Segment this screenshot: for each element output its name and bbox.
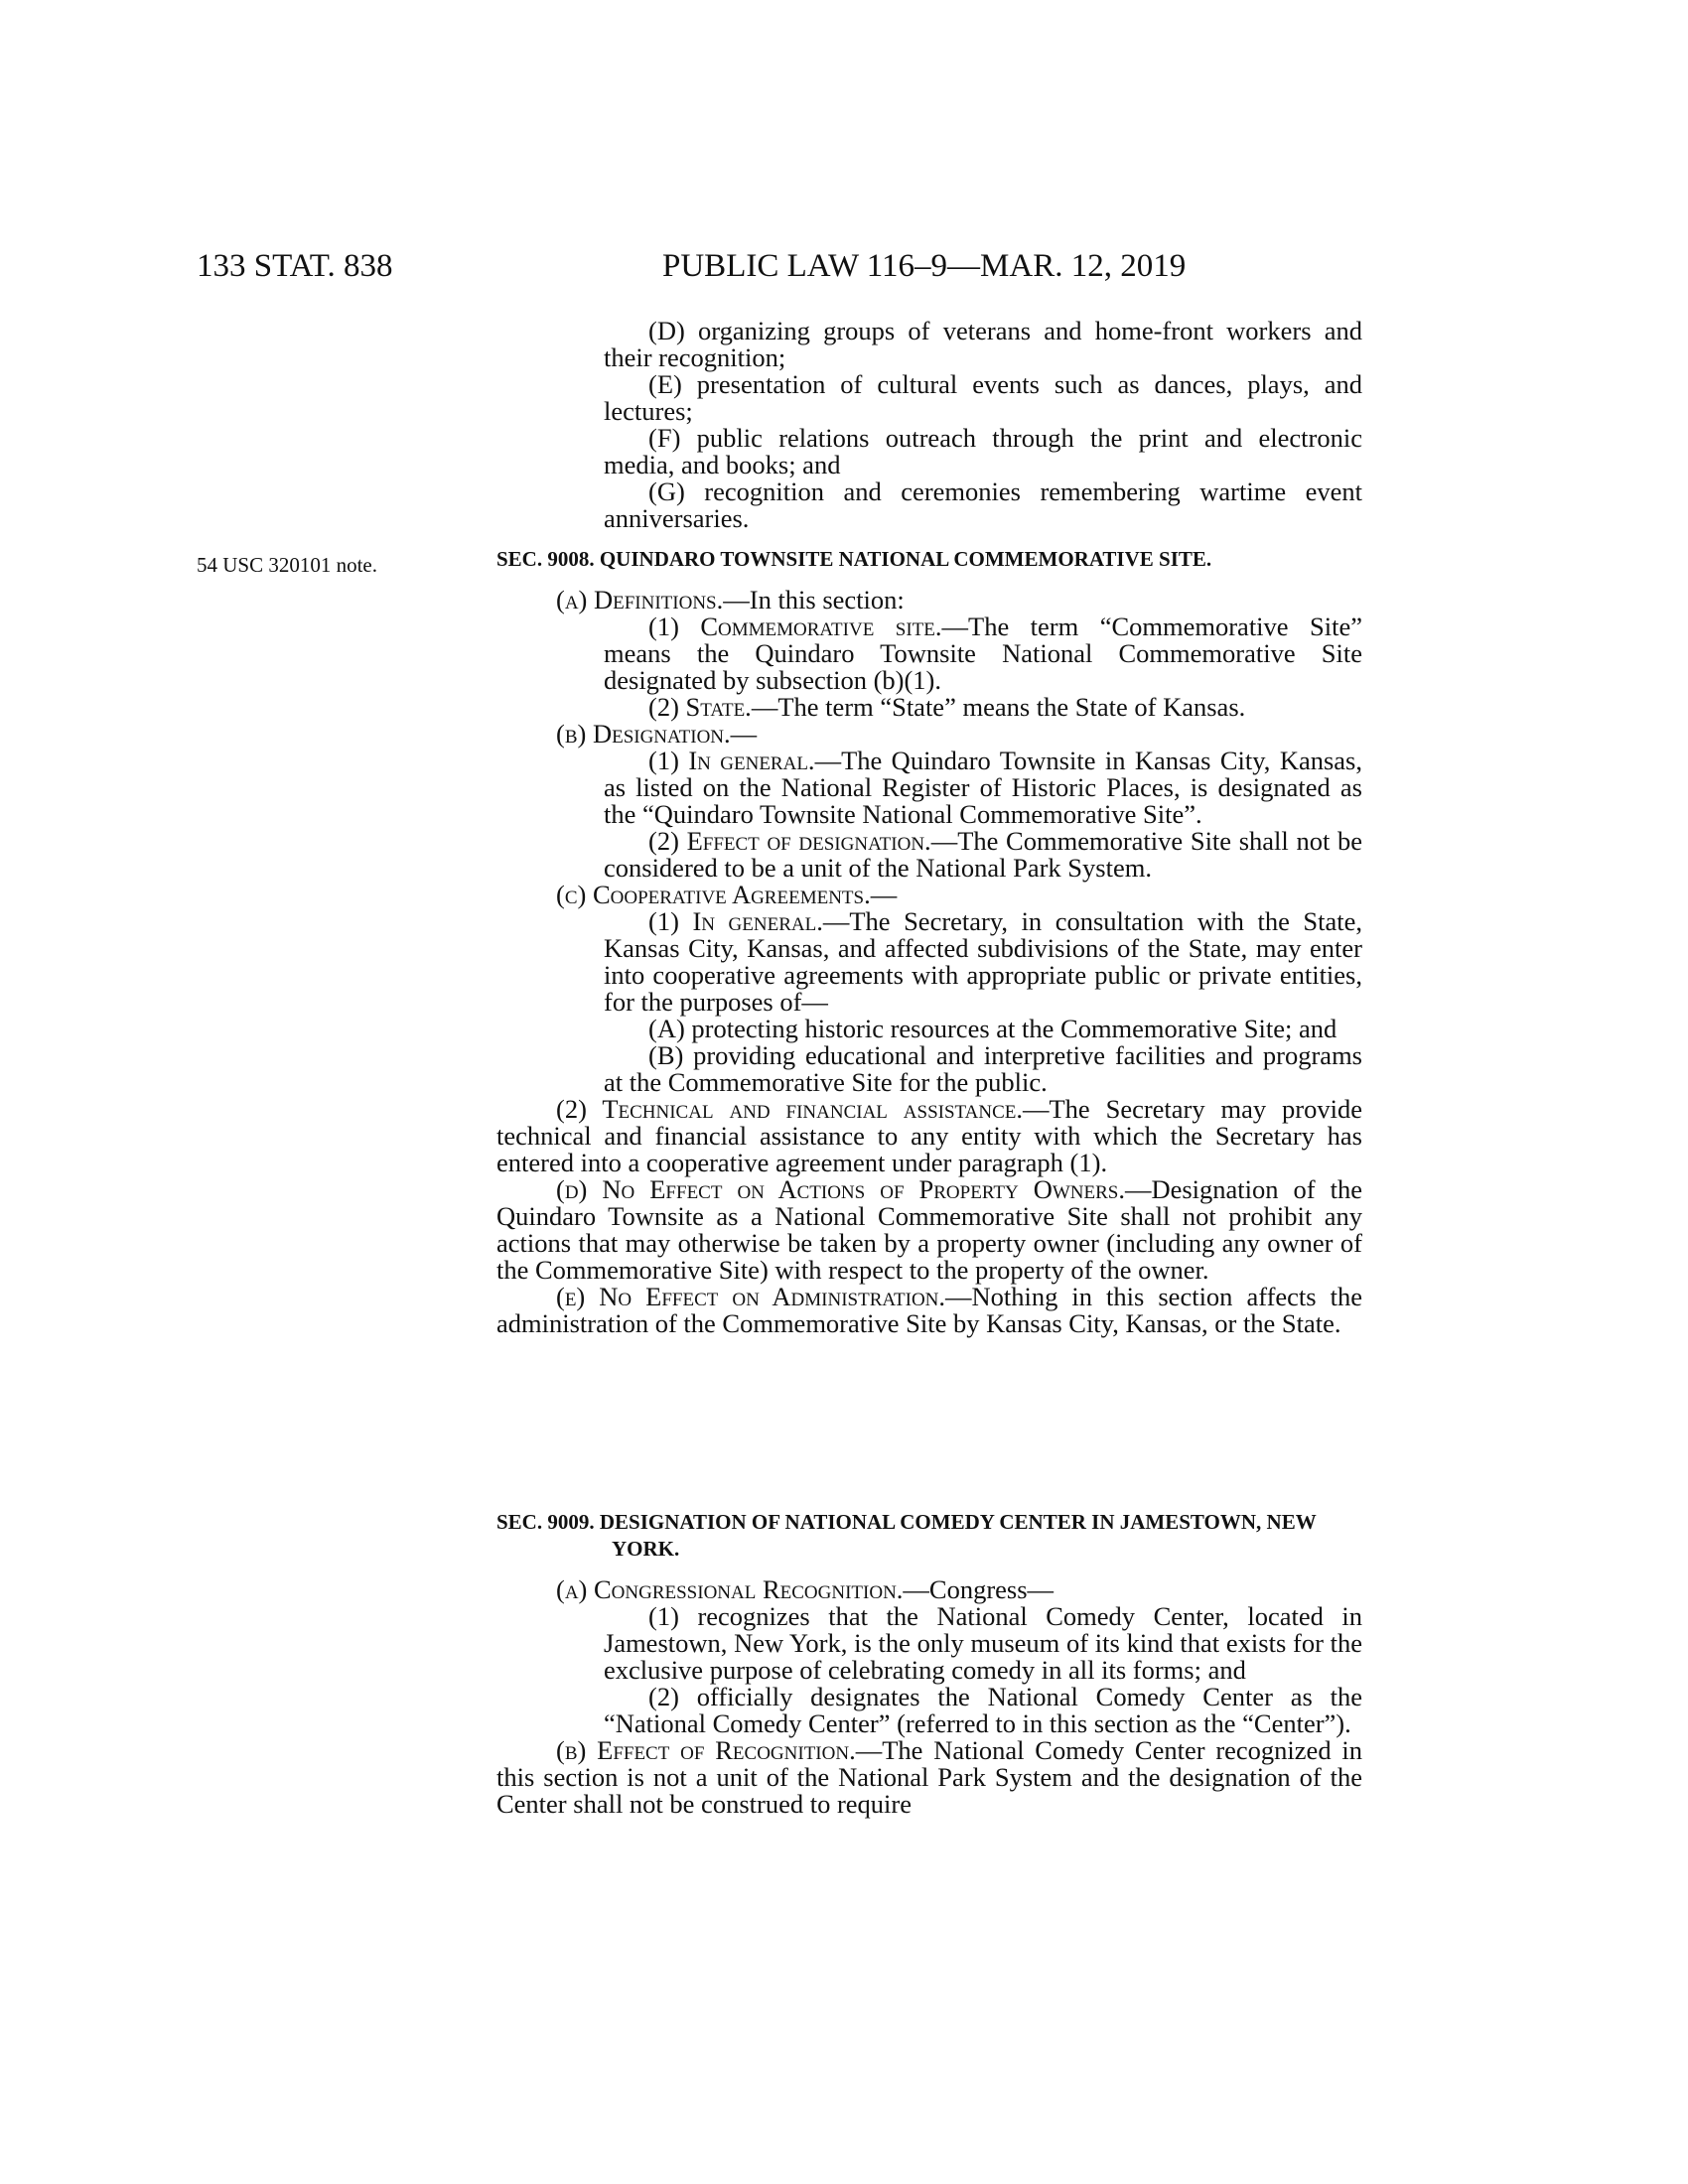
paragraph-text: —The Secretary may provide technical and financial assistance to any entity with which the Secretary has entered into a cooperative agreement under paragraph (1). [496,1094,1362,1177]
subsection-text: —Congress— [903,1574,1055,1604]
paragraph-c1 [496,908,1362,1016]
subsection-text: — [870,880,898,909]
list-item: (F) public relations outreach through the print and electronic media, and books; and [604,423,1362,479]
subsection-heading: (e) No Effect on Administration. [556,1282,946,1311]
paragraph-heading: (2) State. [648,692,752,722]
paragraph-a1 [496,614,1362,694]
continued-list [496,318,1362,532]
paragraph-a2: (2) officially designates the National Comedy Center as the “National Comedy Center” (referred to in this section as the “Center”). [604,1682,1362,1738]
subsection-text: —Designation of the Quindaro Townsite as a National Commemorative Site shall not prohibit any actions that may otherwise be taken by a property owner (including any owner of the Commemorative Site) with respect to the property of the owner. [496,1174,1363,1285]
paragraph-c2 [496,1096,1362,1176]
subsection-c [496,882,1362,908]
margin-note: 54 USC 320101 note. [197,553,378,577]
paragraph-heading: (1) In general. [648,746,815,775]
list-item: (G) recognition and ceremonies remembering wartime event anniversaries. [604,477,1362,533]
page-stat-citation: 133 STAT. 838 [197,248,393,284]
paragraph-text: —The Quindaro Townsite in Kansas City, Kansas, as listed on the National Register of Historic Places, is designated as the “Quindaro Townsite National Commemorative Site”. [604,746,1362,829]
subsection-b [496,721,1362,748]
subsection-heading: (a) Definitions. [556,585,724,614]
paragraph-text: —The term “State” means the State of Kansas. [751,692,1246,722]
section-heading: SEC. 9008. QUINDARO TOWNSITE NATIONAL COMMEMORATIVE SITE. [496,547,1212,571]
subsection-a [496,1576,1362,1603]
subsection-d [496,1176,1362,1284]
paragraph-a2 [496,694,1362,721]
list-item: (D) organizing groups of veterans and home-front workers and their recognition; [604,316,1362,372]
subsection-heading: (c) Cooperative Agreements. [556,880,871,909]
paragraph-text: —The Commemorative Site shall not be considered to be a unit of the National Park System. [604,826,1362,883]
subsection-heading: (b) Designation. [556,719,731,749]
paragraph-heading: (1) Commemorative site. [648,612,942,641]
subparagraph-A: (A) protecting historic resources at the Commemorative Site; and [648,1014,1337,1043]
paragraph-text: —The Secretary, in consultation with the State, Kansas City, Kansas, and affected subdivisions of the State, may enter into cooperative agreements with appropriate public or private entities, for the purposes of— [604,906,1362,1017]
paragraph-b1 [496,748,1362,828]
subsection-heading: (d) No Effect on Actions of Property Owners. [556,1174,1125,1204]
paragraph-heading: (1) In general. [648,906,823,936]
subsection-heading: (a) Congressional Recognition. [556,1574,904,1604]
section-9009 [496,1509,1362,1818]
subsection-text: — [730,719,758,749]
section-9008 [496,546,1362,1337]
subsection-a [496,587,1362,614]
subsection-e [496,1284,1362,1337]
subsection-heading: (b) Effect of Recognition. [556,1735,856,1765]
subsection-text: —The National Comedy Center recognized in this section is not a unit of the National Park System and the designation of the Center shall not be construed to require [496,1735,1362,1819]
page-running-title: PUBLIC LAW 116–9—MAR. 12, 2019 [662,248,1187,284]
paragraph-text: —The term “Commemorative Site” means the Quindaro Townsite National Commemorative Site designated by subsection (b)(1). [604,612,1363,695]
subparagraph-B: (B) providing educational and interpretive facilities and programs at the Commemorative Site for the public. [604,1040,1362,1097]
subsection-b [496,1737,1362,1818]
subsection-text: —In this section: [723,585,905,614]
subsection-text: —Nothing in this section affects the administration of the Commemorative Site by Kansas City, Kansas, or the State. [496,1282,1362,1338]
paragraph-heading: (2) Technical and financial assistance. [556,1094,1023,1124]
paragraph-b2 [496,828,1362,882]
paragraph-heading: (2) Effect of designation. [648,826,931,856]
list-item: (E) presentation of cultural events such as dances, plays, and lectures; [604,369,1362,426]
section-heading: SEC. 9009. DESIGNATION OF NATIONAL COMEDY CENTER IN JAMESTOWN, NEW YORK. [496,1510,1317,1561]
paragraph-a1: (1) recognizes that the National Comedy Center, located in Jamestown, New York, is the only museum of its kind that exists for the exclusive purpose of celebrating comedy in all its forms; and [604,1601,1362,1685]
